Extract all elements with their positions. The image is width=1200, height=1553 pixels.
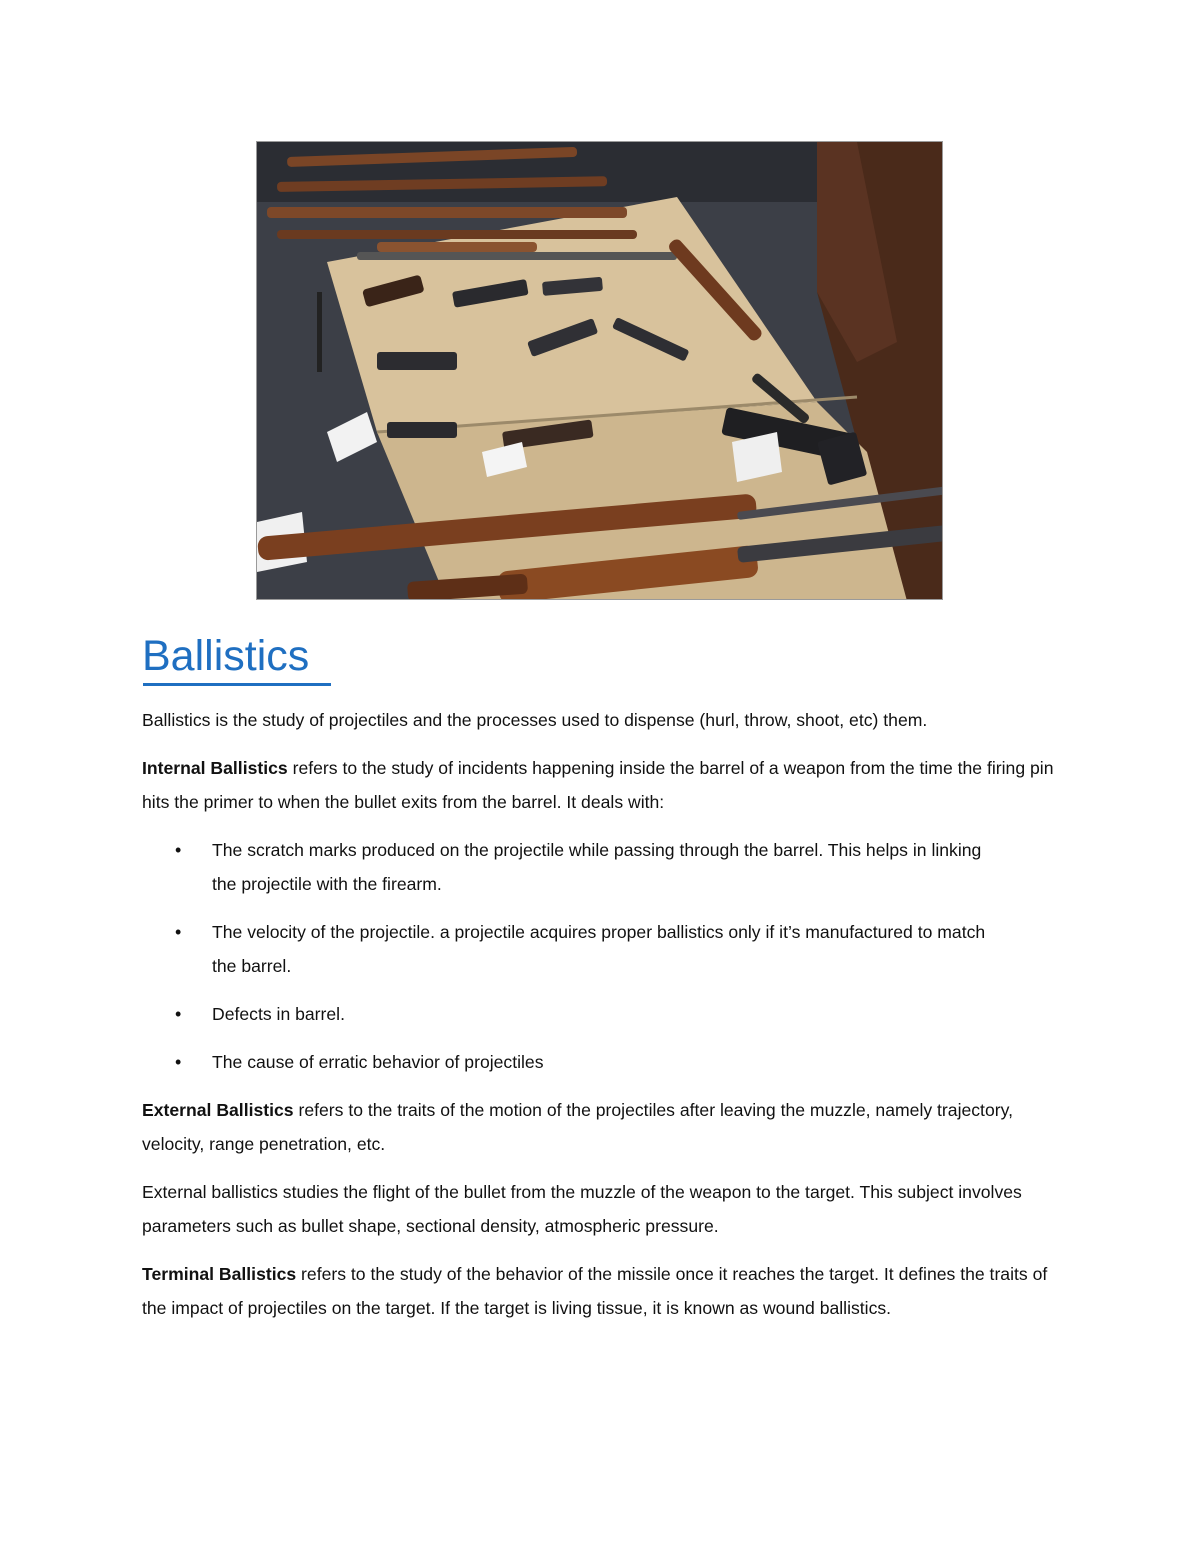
list-item: • The velocity of the projectile. a projectile acquires proper ballistics only if it’s manufactured to match the barrel. bbox=[212, 915, 1067, 983]
internal-ballistics-list bbox=[142, 833, 1067, 1079]
list-item: • The scratch marks produced on the projectile while passing through the barrel. This helps in linking the projectile with the firearm. bbox=[212, 833, 1067, 901]
terminal-ballistics-term: Terminal Ballistics bbox=[142, 1264, 297, 1284]
list-item: • The cause of erratic behavior of projectiles bbox=[212, 1045, 1067, 1079]
title-underline bbox=[143, 683, 331, 686]
external-ballistics-text: refers to the traits of the motion of the projectiles after leaving the muzzle, namely trajectory, velocity, range penetration, etc. bbox=[142, 1100, 1013, 1154]
internal-ballistics-paragraph bbox=[142, 751, 1067, 819]
intro-paragraph: Ballistics is the study of projectiles and the processes used to dispense (hurl, throw, shoot, etc) them. bbox=[142, 710, 928, 730]
list-item: • Defects in barrel. bbox=[212, 997, 1067, 1031]
terminal-ballistics-text: refers to the study of the behavior of the missile once it reaches the target. It defines the traits of the impact of projectiles on the target. If the target is living tissue, it is known as wound ballistics. bbox=[142, 1264, 1048, 1318]
document-body bbox=[142, 703, 1067, 1339]
firearms-photo-illustration bbox=[257, 142, 943, 600]
internal-ballistics-term: Internal Ballistics bbox=[142, 758, 288, 778]
external-ballistics-paragraph bbox=[142, 1093, 1067, 1161]
firearms-photo bbox=[256, 141, 943, 600]
external-ballistics-term: External Ballistics bbox=[142, 1100, 294, 1120]
page-title: Ballistics bbox=[142, 632, 310, 680]
internal-ballistics-text: refers to the study of incidents happening inside the barrel of a weapon from the time the firing pin hits the primer to when the bullet exits from the barrel. It deals with: bbox=[142, 758, 1054, 812]
terminal-ballistics-paragraph bbox=[142, 1257, 1067, 1325]
external-ballistics-detail: External ballistics studies the flight of the bullet from the muzzle of the weapon to the target. This subject involves parameters such as bullet shape, sectional density, atmospheric pressure. bbox=[142, 1182, 1022, 1236]
